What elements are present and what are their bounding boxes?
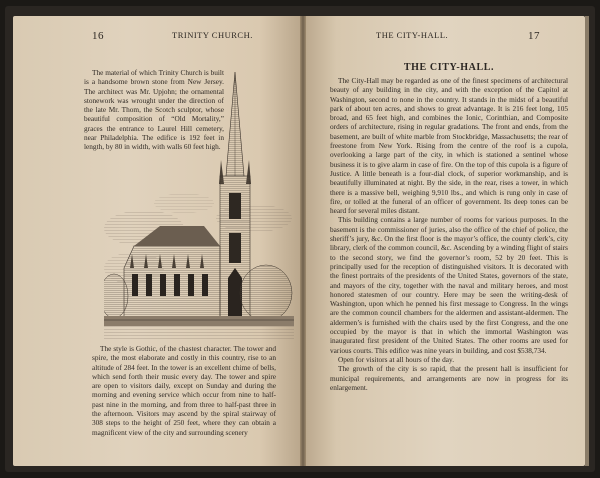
left-running-head: TRINITY CHURCH. (172, 30, 253, 40)
left-page-number: 16 (92, 30, 104, 42)
paragraph: The growth of the city is so rapid, that the present hall is insufficient for municipal requirements, and arrangements are now in progress for its enlargement. (330, 364, 568, 392)
paragraph: Open for visitors at all hours of the day. (338, 354, 455, 364)
trinity-church-engraving (104, 68, 294, 340)
book-gutter (300, 16, 306, 466)
right-running-head: THE CITY-HALL. (376, 30, 449, 40)
page-edge (585, 16, 589, 466)
left-top-paragraph: The material of which Trinity Church is built is a handsome brown stone from New Jersey. The architect was Mr. Upjohn; the ornamental stonework was wrought under the direction of the late Mr. Thom, the Scotch sculptor, whose beautiful composition of “Old Mortality,” graces the entrance to Laurel Hill cemetery, near Philadelphia. The edifice is 192 feet in length, by 80 in width, with walls 60 feet high. (84, 68, 224, 152)
left-bottom-paragraph: The style is Gothic, of the chastest character. The tower and spire, the most elaborate and costly in this country, rise to an altitude of 284 feet. In the tower is an excellent chime of bells, which send forth their music every day. The tower and spire are open to visitors daily, except on Sunday and during the morning and evening service which occur from nine to half-past nine in the morning, and from three to half-past three in the afternoon. Visitors may ascend by the spiral stairway of 308 steps to the height of 250 feet, where they can obtain a magnificent view of the city and surrounding scenery (92, 344, 276, 437)
chapter-title: THE CITY-HALL. (403, 62, 495, 73)
right-page-number: 17 (528, 30, 540, 42)
right-page-body (330, 76, 568, 392)
paragraph: This building contains a large number of rooms for various purposes. In the basement is the commissioner of juries, also the office of the chief of police, the sheriff’s jury, &c. On the first floor is the mayor’s office, the county clerk’s, city library, clerk of the common council, &c. Ascending by a winding flight of stairs to the second story, we find the governor’s room, 52 by 20 feet. This is principally used for the reception of distinguished visitors. It is decorated with the finest portraits of the presidents of the United States, governors of the state, and mayors of the city, together with the naval and military heroes, and most honored statesmen of our country. Here may be seen the writing-desk of Washington, upon which he penned his first message to Congress. In the wings are the common council chambers for the aldermen and assistant-aldermen. The aldermen’s is furnished with the chairs used by the first Congress, and the one occupied by the mayor is that in which the immortal Washington was inaugurated first president of the United States. The other rooms are used for various courts. This edifice was nine years in building, and cost $538,734. (330, 215, 568, 355)
paragraph: The City-Hall may be regarded as one of the finest specimens of architectural beauty of any building in the city, and with the exception of the Capitol at Washington, second to none in the country. It stands in the midst of a beautiful park of about ten acres, and shows to great advantage. It is 216 feet long, 105 broad, and 65 feet high, and combines the Ionic, Corinthian, and Composite orders of architecture, rising in regular gradations. The front and ends, from the basement, are built of white marble from Stockbridge, Massachusetts; the rear of freestone from New York. Rising from the centre of the roof is a cupola, overlooking a large part of the city, in which is stationed a sentinel whose business it is to give alarm in case of fire. On the top of this cupola is a figure of Justice. A little beneath is a four-dial clock, of superior workmanship, and is beautifully illuminated at night. By the side, in the rear, rises a tower, in which there is a massive bell, weighing 9,910 lbs., and which is rung only in case of fire, or tolled at the funeral of an officer of government. Its deep tones can be heard for several miles distant. (330, 76, 568, 216)
